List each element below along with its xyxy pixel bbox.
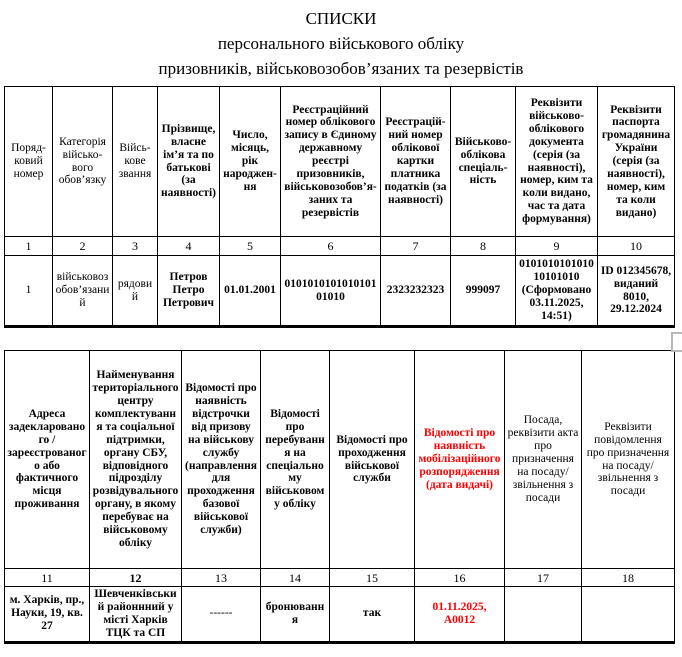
t2-cell-deferral: ------	[182, 587, 261, 643]
t1-cell-specialty: 999097	[451, 256, 516, 327]
t2-header-15: Відомості про проходження військової служби	[330, 351, 415, 569]
t1-number-3: 3	[113, 237, 158, 256]
t2-header-14: Відомості про перебування на спеціальному військовому обліку	[261, 351, 330, 569]
t1-number-5: 5	[220, 237, 281, 256]
t1-cell-tax-number: 2323232323	[381, 256, 451, 327]
t1-header-4: Прізвище, власне ім’я та по батькові (за наявності)	[158, 87, 220, 237]
t1-header-10: Реквізити паспорта громадянина України (серія (за наявності), номер, ким та коли видано)	[598, 87, 675, 237]
t2-header-12: Найменування територіального центру комплектування та соціальної підтримки, органу СБУ, відповідного підрозділу розвідувального органу, в якому перебуває на військовому обліку	[90, 351, 182, 569]
t2-cell-tck: Шевченківський районнний у місті Харків ТЦК та СП	[90, 587, 182, 643]
t2-header-17: Посада, реквізити акта про призначення на посаду/ звільнення з посади	[505, 351, 582, 569]
t1-header-7: Реєстрацій-ний номер облікової картки платника податків (за наявності)	[381, 87, 451, 237]
t1-number-8: 8	[451, 237, 516, 256]
t1-number-4: 4	[158, 237, 220, 256]
t2-cell-address: м. Харків, пр., Науки, 19, кв. 27	[5, 587, 90, 643]
t1-number-row	[5, 237, 675, 256]
t2-number-18: 18	[582, 569, 675, 587]
table-lower	[4, 350, 675, 644]
t1-number-7: 7	[381, 237, 451, 256]
t1-cell-rank: рядовий	[113, 256, 158, 327]
t2-number-17: 17	[505, 569, 582, 587]
t1-header-5: Число, місяць, рік народжен-ня	[220, 87, 281, 237]
t1-cell-ordinal: 1	[5, 256, 53, 327]
page-title	[0, 0, 682, 81]
t2-header-row	[5, 351, 675, 569]
t2-cell-mobilization-order: 01.11.2025, А0012	[415, 587, 505, 643]
table-upper	[4, 86, 675, 328]
t1-cell-registry-number: 010101010101010101010	[281, 256, 381, 327]
t1-data-row	[5, 256, 675, 327]
t1-header-6: Реєстраційний номер облікового запису в Єдиному державному реєстрі призовників, військовозобов’я-заних та резервістів	[281, 87, 381, 237]
t2-cell-position	[505, 587, 582, 643]
t2-number-row	[5, 569, 675, 587]
t2-number-12: 12	[90, 569, 182, 587]
title-line-3: призовників, військовозобов’язаних та резервістів	[158, 59, 524, 78]
t2-number-15: 15	[330, 569, 415, 587]
t1-header-2: Категорія військо-вого обов’язку	[53, 87, 113, 237]
t1-number-10: 10	[598, 237, 675, 256]
t2-data-row	[5, 587, 675, 643]
t2-header-11: Адреса задекларованого / зареєстрованого або фактичного місця проживання	[5, 351, 90, 569]
t1-header-9: Реквізити військово-облікового документа (серія (за наявності), номер, ким та коли видано, час та дата формування)	[516, 87, 598, 237]
title-line-2: персонального військового обліку	[217, 34, 465, 53]
t2-header-13: Відомості про наявність відстрочки від призову на військову службу (направлення для проходження базової військової служби)	[182, 351, 261, 569]
title-line-1: СПИСКИ	[305, 9, 377, 28]
t2-cell-special-record: бронювання	[261, 587, 330, 643]
t1-number-1: 1	[5, 237, 53, 256]
t1-cell-name: Петров Петро Петрович	[158, 256, 220, 327]
table-resize-handle-icon[interactable]	[671, 332, 682, 352]
t2-number-13: 13	[182, 569, 261, 587]
t1-number-6: 6	[281, 237, 381, 256]
t1-cell-category: військовозобов’язаний	[53, 256, 113, 327]
t1-number-9: 9	[516, 237, 598, 256]
t1-cell-military-doc: 010101010101010101010 (Сформовано 03.11.2025, 14:51)	[516, 256, 598, 327]
t2-number-11: 11	[5, 569, 90, 587]
t1-header-8: Військово-облікова спеціаль-ність	[451, 87, 516, 237]
t2-cell-service: так	[330, 587, 415, 643]
t1-cell-passport: ID 012345678, виданий 8010, 29.12.2024	[598, 256, 675, 327]
t1-cell-birthdate: 01.01.2001	[220, 256, 281, 327]
t1-header-3: Війсь-кове звання	[113, 87, 158, 237]
t1-number-2: 2	[53, 237, 113, 256]
t2-number-14: 14	[261, 569, 330, 587]
t2-cell-notice	[582, 587, 675, 643]
t1-header-row	[5, 87, 675, 237]
t2-number-16: 16	[415, 569, 505, 587]
t2-header-18: Реквізити повідомлення про призначення на посаду/ звільнення з посади	[582, 351, 675, 569]
t1-header-1: Поряд-ковий номер	[5, 87, 53, 237]
t2-header-16: Відомості про наявність мобілізаційного розпорядження (дата видачі)	[415, 351, 505, 569]
